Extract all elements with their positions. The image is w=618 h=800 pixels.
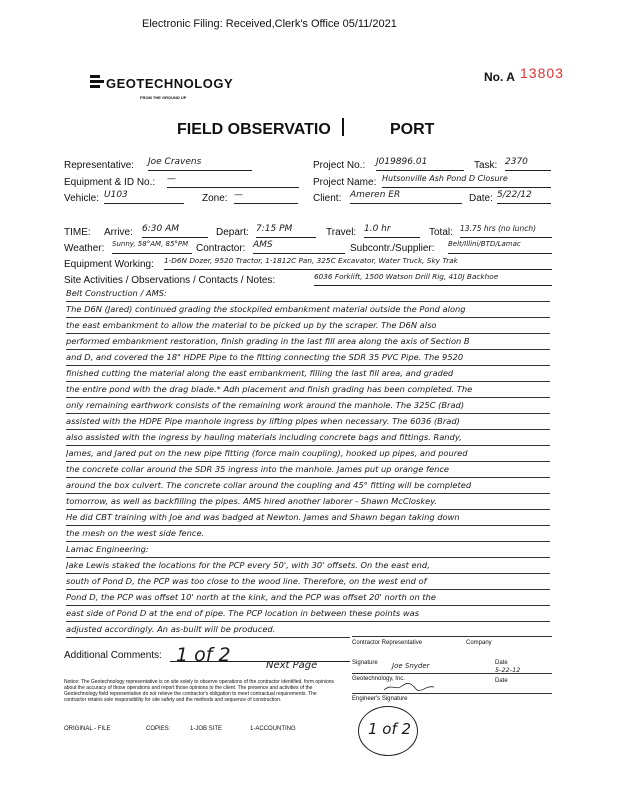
engineer-line <box>352 693 552 694</box>
project-name-value: Hutsonville Ash Pond D Closure <box>382 174 551 188</box>
site-activities-label: Site Activities / Observations / Contacts / Notes: <box>64 275 276 286</box>
vehicle-value: U103 <box>104 190 184 204</box>
vehicle-label: Vehicle: <box>64 193 100 204</box>
note-line: tomorrow, as well as backfilling the pipes. AMS hired another laborer - Shawn McCloskey. <box>66 493 550 510</box>
footer-copies: COPIES: <box>146 726 171 732</box>
note-line: Pond D, the PCP was offset 10' north at the kink, and the PCP was offset 20' north on the <box>66 589 550 606</box>
zone-label: Zone: <box>202 193 228 204</box>
representative-value: Joe Cravens <box>148 157 252 171</box>
company-label: Company <box>466 640 492 646</box>
note-line: The D6N (Jared) continued grading the stockpiled embankment material outside the Pond along <box>66 301 550 318</box>
weather-label: Weather: <box>64 243 105 254</box>
logo-name: GEOTECHNOLOGY <box>106 76 234 91</box>
signature-name: Joe Snyder <box>392 662 430 670</box>
note-line: and D, and covered the 18" HDPE Pipe to the fitting connecting the SDR 35 PVC Pipe. The 9520 <box>66 349 550 366</box>
client-label: Client: <box>313 193 342 204</box>
weather-value: Sunny, 58°AM, 85°PM <box>112 240 192 254</box>
logo-mark-icon <box>90 75 106 89</box>
filing-header: Electronic Filing: Received,Clerk's Office 05/11/2021 <box>142 18 397 30</box>
date-label: Date: <box>469 193 493 204</box>
total-value: 13.75 hrs (no lunch) <box>460 224 552 238</box>
equipment-working-value: 1-D6N Dozer, 9520 Tractor, 1-1812C Pan, 325C Excavator, Water Truck, Sky Trak <box>164 256 552 270</box>
note-line: Belt Construction / AMS: <box>66 285 550 302</box>
note-line: finished cutting the material along the east embankment, filling the last fill area, and graded <box>66 365 550 382</box>
footer-job-site: 1-JOB SITE <box>190 726 223 732</box>
note-line: the mesh on the west side fence. <box>66 525 550 542</box>
subcontractor-value: Belt/Illini/BTD/Lamac <box>448 240 552 254</box>
depart-value: 7:15 PM <box>256 224 316 238</box>
note-line: also assisted with the ingress by hauling materials including concrete bags and fittings. Randy, <box>66 429 550 446</box>
contractor-label: Contractor: <box>196 243 246 254</box>
page-count-handwritten: 1 of 2 <box>176 644 231 666</box>
engineer-signature-mark <box>382 681 442 693</box>
note-line: the concrete collar around the SDR 35 ingress into the manhole. James put up orange fence <box>66 461 550 478</box>
next-page-note: Next Page <box>266 660 318 671</box>
signature-label: Signature <box>352 660 378 666</box>
travel-value: 1.0 hr <box>364 224 420 238</box>
engineer-date-label: Date <box>495 678 508 684</box>
footer-accounting: 1-ACCOUNTING <box>250 726 296 732</box>
footer-original: ORIGINAL - FILE <box>64 726 111 732</box>
geotech-label: Geotechnology, Inc. <box>352 676 405 682</box>
note-line: James, and Jared put on the new pipe fitting (force main coupling), hooked up pipes, and poured <box>66 445 550 462</box>
note-line: the east embankment to allow the material to be picked up by the scraper. The D6N also <box>66 317 550 334</box>
project-name-label: Project Name: <box>313 177 377 188</box>
note-line: around the box culvert. The concrete collar around the coupling and 45° fitting will be completed <box>66 477 550 494</box>
zone-value: — <box>234 190 298 204</box>
notice-text: Notice: The Geotechnology representative is on site solely to observe operations of the contractor identified, form opinions about the accuracy of those operations and report those opinions to the client. The presence and activities of the Geotechnology field representative do not relieve the contractor's obligation to meet contractual requirements. The contractor retains sole responsibility for site safety and the methods and sequence of construction. <box>64 679 335 703</box>
contractor-rep-line <box>352 636 552 637</box>
note-line: only remaining earthwork consists of the remaining work around the manhole. The 325C (Brad) <box>66 397 550 414</box>
date-value: 5/22/12 <box>497 190 551 204</box>
travel-label: Travel: <box>326 227 357 238</box>
time-label: TIME: <box>64 227 91 238</box>
engineer-signature-label: Engineer's Signature <box>352 696 408 702</box>
note-line: adjusted accordingly. An as-built will be produced. <box>66 621 350 638</box>
title-divider <box>342 118 344 136</box>
signature-line <box>352 673 552 674</box>
logo-tagline: FROM THE GROUND UP <box>140 95 187 100</box>
signature-date-label: Date <box>495 660 508 666</box>
note-line: south of Pond D, the PCP was too close to the wood line. Therefore, on the west end of <box>66 573 550 590</box>
report-number-label: No. A <box>484 70 515 84</box>
note-line: Lamac Engineering: <box>66 541 550 558</box>
arrive-label: Arrive: <box>104 227 133 238</box>
note-line: Jake Lewis staked the locations for the PCP every 50', with 30' offsets. On the east end, <box>66 557 550 574</box>
equipment-working-label: Equipment Working: <box>64 259 154 270</box>
note-line: east side of Pond D at the end of pipe. The PCP location in between these points was <box>66 605 550 622</box>
signature-date: 5-22-12 <box>495 666 521 674</box>
task-label: Task: <box>474 160 498 171</box>
contractor-rep-label: Contractor Representative <box>352 640 423 646</box>
subcontractor-label: Subcontr./Supplier: <box>350 243 435 254</box>
equipment-value: — <box>167 174 299 188</box>
project-no-label: Project No.: <box>313 160 366 171</box>
task-value: 2370 <box>505 157 551 171</box>
form-title: FIELD OBSERVATIO <box>177 121 331 138</box>
report-number: 13803 <box>520 65 564 81</box>
project-no-value: J019896.01 <box>376 157 464 171</box>
arrive-value: 6:30 AM <box>142 224 208 238</box>
note-line: He did CBT training with Joe and was badged at Newton. James and Shawn began taking down <box>66 509 550 526</box>
note-line: performed embankment restoration, finish grading in the last fill area along the axis of Section B <box>66 333 550 350</box>
note-line: the entire pond with the drag blade.* Adh placement and finish grading has been completed. The <box>66 381 550 398</box>
circled-page-text: 1 of 2 <box>368 720 412 738</box>
representative-label: Representative: <box>64 160 135 171</box>
form-title-suffix: PORT <box>390 121 435 138</box>
total-label: Total: <box>429 227 453 238</box>
site-activities-first: 6036 Forklift, 1500 Watson Drill Rig, 410J Backhoe <box>314 272 552 286</box>
note-line: assisted with the HDPE Pipe manhole ingress by lifting pipes when necessary. The 6036 (Brad) <box>66 413 550 430</box>
additional-comments-label: Additional Comments: <box>64 650 162 661</box>
contractor-value: AMS <box>253 240 345 254</box>
equipment-label: Equipment & ID No.: <box>64 177 156 188</box>
depart-label: Depart: <box>216 227 249 238</box>
client-value: Ameren ER <box>350 190 462 204</box>
